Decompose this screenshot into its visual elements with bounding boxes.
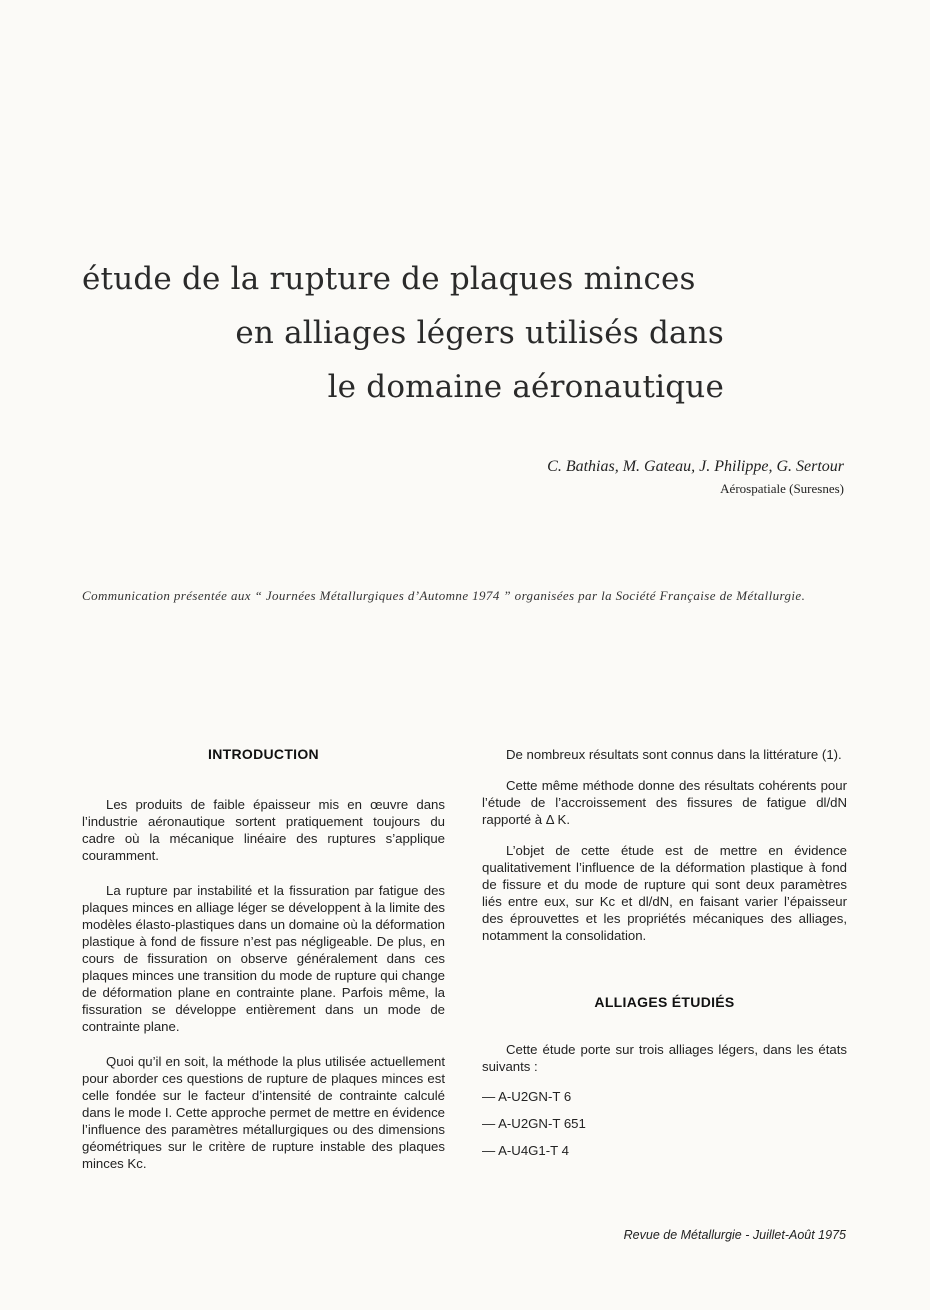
alloy-list: [482, 1088, 847, 1159]
list-item: — A-U4G1-T 4: [482, 1143, 569, 1158]
intro-paragraph-3: Quoi qu’il en soit, la méthode la plus utilisée actuellement pour aborder ces questions de rupture de plaques minces est celle fondée sur le facteur d’intensité de contrainte calculé dans le mode I. Cette approche permet de mettre en évidence l’influence des paramètres métallurgiques ou des dimensions géométriques sur le critère de rupture instable des plaques minces Kc.: [82, 1054, 445, 1171]
affiliation: Aérospatiale (Suresnes): [720, 481, 844, 496]
list-item: — A-U2GN-T 6: [482, 1089, 572, 1104]
right-paragraph-1: De nombreux résultats sont connus dans la littérature (1).: [506, 747, 842, 762]
journal-footer: Revue de Métallurgie - Juillet-Août 1975: [623, 1228, 846, 1242]
alliages-heading: ALLIAGES ÉTUDIÉS: [594, 994, 735, 1010]
list-item: — A-U2GN-T 651: [482, 1116, 586, 1131]
left-column: [82, 740, 445, 1172]
intro-paragraph-1: Les produits de faible épaisseur mis en œuvre dans l’industrie aéronautique sortent pratiquement toujours du cadre où la mécanique linéaire des ruptures s’applique couramment.: [82, 797, 445, 863]
article-title: [82, 252, 724, 414]
alliages-intro: Cette étude porte sur trois alliages légers, dans les états suivants :: [482, 1042, 847, 1074]
right-column: [482, 740, 847, 1169]
title-line-1: étude de la rupture de plaques minces: [82, 261, 696, 297]
authors: C. Bathias, M. Gateau, J. Philippe, G. Sertour: [547, 458, 844, 475]
introduction-heading: INTRODUCTION: [208, 746, 319, 762]
right-paragraph-2: Cette même méthode donne des résultats cohérents pour l’étude de l’accroissement des fissures de fatigue dl/dN rapporté à Δ K.: [482, 778, 847, 827]
intro-paragraph-2: La rupture par instabilité et la fissuration par fatigue des plaques minces en alliage léger se développent à la limite des modèles élasto-plastiques dans un domaine où la déformation plastique à fond de fissure n’est pas négligeable. De plus, en cours de fissuration on observe généralement dans ces plaques minces une transition du mode de rupture qui change de déformation plane en contrainte plane. Parfois même, la fissuration se développe entièrement dans un mode de contrainte plane.: [82, 883, 445, 1034]
title-line-2: en alliages légers utilisés dans: [235, 315, 724, 351]
communication-note: Communication présentée aux “ Journées Métallurgiques d’Automne 1974 ” organisées par la Société Française de Métallurgie.: [82, 588, 806, 603]
title-line-3: le domaine aéronautique: [327, 369, 724, 405]
right-paragraph-3: L’objet de cette étude est de mettre en évidence qualitativement l’influence de la déformation plastique à fond de fissure et du mode de rupture qui sont deux paramètres liés entre eux, sur Kc et dl/dN, en faisant varier l’épaisseur des éprouvettes et les propriétés mécaniques des alliages, notamment la consolidation.: [482, 843, 847, 943]
